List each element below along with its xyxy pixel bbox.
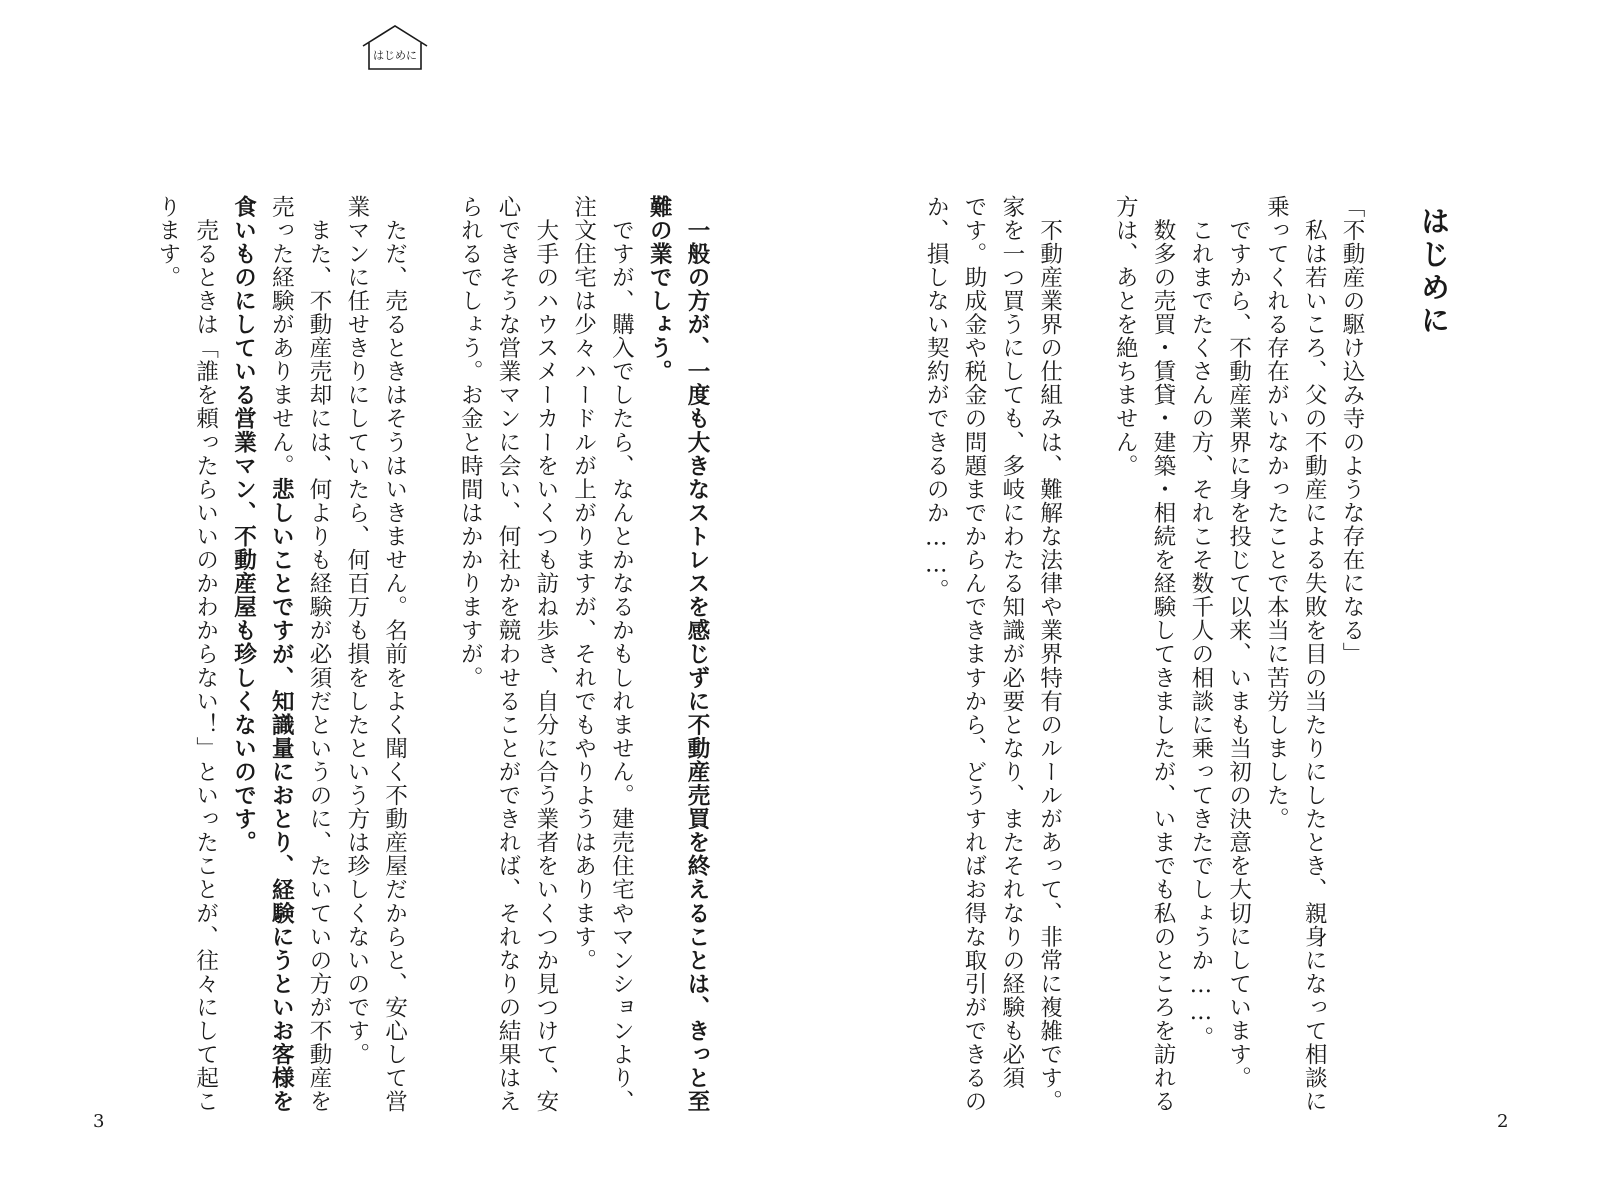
- text-line: また、不動産売却には、何よりも経験が必須だというのに、たいていの方が不動産を: [306, 195, 333, 1114]
- text-line: [261, 195, 299, 1113]
- text-line: ですから、不動産業界に身を投じて以来、いまも当初の決意を大切にしています。: [1225, 195, 1252, 1090]
- bold-text: 悲しいことですが、知識量におとり、経験にうといお客様を: [268, 477, 295, 1114]
- text-line: 不動産業界の仕組みは、難解な法律や業界特有のルールがあって、非常に複雑です。: [1036, 195, 1063, 1114]
- bold-text: 難の業でしょう。: [646, 195, 673, 384]
- text-line: [677, 195, 715, 1113]
- page-title: はじめに: [1417, 206, 1451, 338]
- bold-text: 一般の方が、一度も大きなストレスを感じずに不動産売買を終えることは、きっと至: [684, 195, 710, 1114]
- text-line: 私は若いころ、父の不動産による失敗を目の当たりにしたとき、親身になって相談に: [1301, 195, 1328, 1114]
- paragraph-gap: [1068, 195, 1106, 1113]
- chapter-tab-label: はじめに: [373, 49, 417, 62]
- plain-text: 売った経験がありません。: [268, 195, 295, 478]
- text-line: 乗ってくれる存在がいなかったことで本当に苦労しました。: [1263, 195, 1290, 831]
- text-line: 注文住宅は少々ハードルが上がりますが、それでもやりようはあります。: [570, 195, 597, 973]
- text-line: 売るときは「誰を頼ったらいいのかわからない！」といったことが、往々にして起こ: [192, 195, 219, 1114]
- text-line: 心できそうな営業マンに会い、何社かを競わせることができれば、それなりの結果はえ: [495, 195, 522, 1114]
- text-line: 家を一つ買うにしても、多岐にわたる知識が必要となり、またそれなりの経験も必須: [998, 195, 1025, 1090]
- page-number-right: 2: [1497, 1111, 1509, 1132]
- text-line: 「不動産の駆け込み寺のような存在になる」: [1339, 195, 1365, 666]
- text-line: 大手のハウスメーカーをいくつも訪ね歩き、自分に合う業者をいくつか見つけて、安: [532, 195, 559, 1114]
- chapter-tab: [362, 24, 428, 70]
- text-line: か、損しない契約ができるのか……。: [923, 195, 950, 603]
- text-line: ります。: [154, 195, 181, 290]
- text-line: [639, 195, 677, 1113]
- text-line: [224, 195, 262, 1113]
- house-icon: [362, 24, 428, 70]
- bold-text: 食いものにしている営業マン、不動産屋も珍しくないのです。: [230, 195, 257, 855]
- right-page-body: [916, 195, 1370, 1113]
- text-line: ただ、売るときはそうはいきません。名前をよく聞く不動産屋だからと、安心して営: [381, 195, 408, 1114]
- text-line: ですが、購入でしたら、なんとかなるかもしれません。建売住宅やマンションより、: [608, 195, 635, 1114]
- paragraph-gap: [413, 195, 451, 1113]
- text-line: られるでしょう。お金と時間はかかりますが。: [457, 195, 484, 690]
- text-line: 数多の売買・賃貸・建築・相続を経験してきましたが、いまでも私のところを訪れる: [1150, 195, 1177, 1114]
- left-page-body: [148, 195, 715, 1113]
- text-line: 業マンに任せきりにしていたら、何百万も損をしたという方は珍しくないのです。: [343, 195, 370, 1067]
- text-line: です。助成金や税金の問題までからんできますから、どうすればお得な取引ができるの: [961, 195, 988, 1114]
- page-number-left: 3: [93, 1111, 105, 1132]
- text-line: 方は、あとを絶ちません。: [1112, 195, 1139, 478]
- text-line: これまでたくさんの方、それこそ数千人の相談に乗ってきたでしょうか……。: [1187, 195, 1214, 1050]
